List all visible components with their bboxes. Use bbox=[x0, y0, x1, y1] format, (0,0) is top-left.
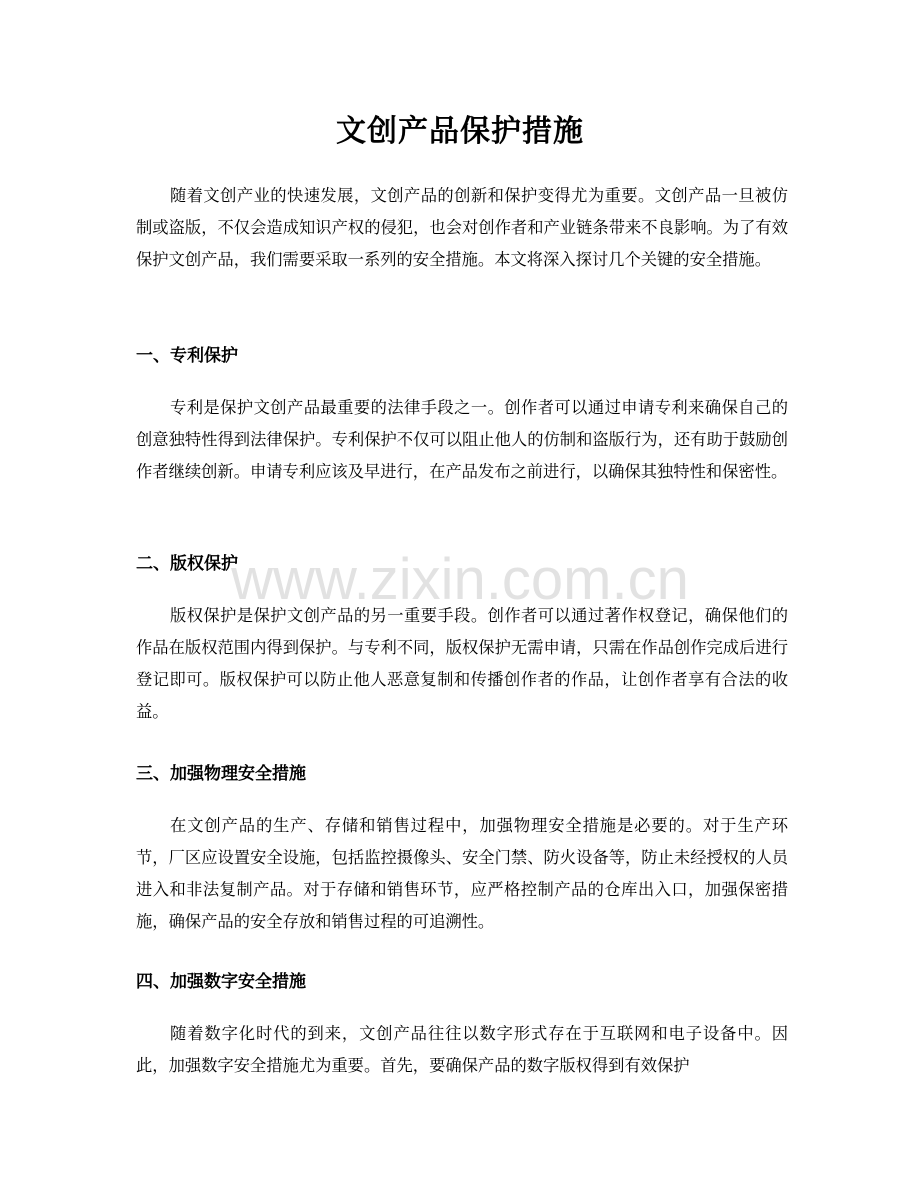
intro-paragraph: 随着文创产业的快速发展，文创产品的创新和保护变得尤为重要。文创产品一旦被仿制或盗版，不仅会造成知识产权的侵犯，也会对创作者和产业链条带来不良影响。为了有效保护文创产品，我们需要采取一系列的安全措施。本文将深入探讨几个关键的安全措施。 bbox=[136, 186, 788, 269]
section-body-copyright: 版权保护是保护文创产品的另一重要手段。创作者可以通过著作权登记，确保他们的作品在版权范围内得到保护。与专利不同，版权保护无需申请，只需在作品创作完成后进行登记即可。版权保护可以防止他人恶意复制和传播创作者的作品，让创作者享有合法的收益。 bbox=[136, 606, 788, 721]
section-heading-copyright: 二、版权保护 bbox=[136, 554, 238, 574]
section-body-physical-security: 在文创产品的生产、存储和销售过程中，加强物理安全措施是必要的。对于生产环节，厂区应设置安全设施，包括监控摄像头、安全门禁、防火设备等，防止未经授权的人员进入和非法复制产品。对于存储和销售环节，应严格控制产品的仓库出入口，加强保密措施，确保产品的安全存放和销售过程的可追溯性。 bbox=[136, 816, 788, 931]
watermark: www.zixin.com.cn bbox=[231, 547, 689, 612]
section-heading-patent: 一、专利保护 bbox=[136, 346, 238, 366]
document-title: 文创产品保护措施 bbox=[336, 114, 584, 149]
section-body-patent: 专利是保护文创产品最重要的法律手段之一。创作者可以通过申请专利来确保自己的创意独特性得到法律保护。专利保护不仅可以阻止他人的仿制和盗版行为，还有助于鼓励创作者继续创新。申请专利应该及早进行，在产品发布之前进行，以确保其独特性和保密性。 bbox=[136, 398, 788, 481]
section-heading-digital-security: 四、加强数字安全措施 bbox=[136, 972, 306, 992]
section-body-digital-security: 随着数字化时代的到来，文创产品往往以数字形式存在于互联网和电子设备中。因此，加强数字安全措施尤为重要。首先，要确保产品的数字版权得到有效保护 bbox=[136, 1024, 788, 1075]
section-heading-physical-security: 三、加强物理安全措施 bbox=[136, 764, 306, 784]
